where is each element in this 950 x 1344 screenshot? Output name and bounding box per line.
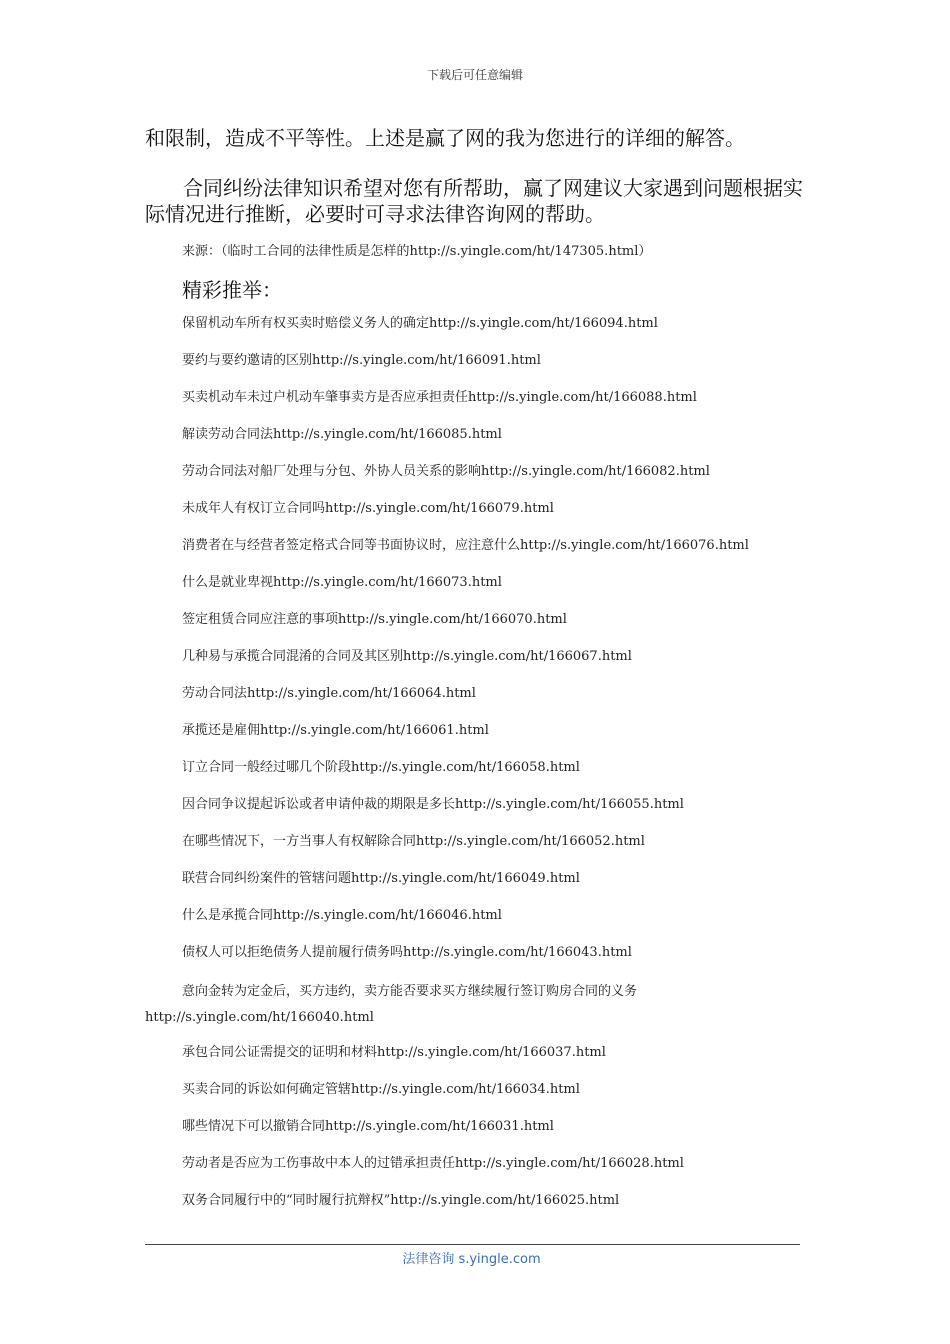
article-link[interactable]: http://s.yingle.com/ht/166076.html: [520, 538, 749, 553]
article-title: 哪些情况下可以撤销合同: [182, 1119, 326, 1134]
article-title: 买卖合同的诉讼如何确定管辖: [182, 1082, 352, 1097]
article-link[interactable]: http://s.yingle.com/ht/166064.html: [247, 686, 476, 701]
article-link[interactable]: http://s.yingle.com/ht/166067.html: [403, 649, 632, 664]
article-link[interactable]: http://s.yingle.com/ht/166037.html: [377, 1045, 606, 1060]
list-item[interactable]: [145, 646, 815, 668]
page-footer[interactable]: 法律咨询 s.yingle.com: [402, 1252, 541, 1267]
article-title: 未成年人有权订立合同吗: [182, 501, 326, 516]
list-item[interactable]: [145, 1190, 815, 1212]
article-title: 承揽还是雇佣: [182, 723, 261, 738]
article-title: 什么是承揽合同: [182, 908, 274, 923]
article-link[interactable]: http://s.yingle.com/ht/166061.html: [260, 723, 489, 738]
list-item[interactable]: [145, 387, 815, 409]
article-link[interactable]: http://s.yingle.com/ht/166088.html: [468, 390, 697, 405]
list-item[interactable]: [145, 424, 815, 446]
article-title: 承包合同公证需提交的证明和材料: [182, 1045, 378, 1060]
article-link[interactable]: http://s.yingle.com/ht/166031.html: [325, 1119, 554, 1134]
article-title: 订立合同一般经过哪几个阶段: [182, 760, 352, 775]
list-item[interactable]: [145, 683, 815, 705]
article-title: 因合同争议提起诉讼或者申请仲裁的期限是多长: [182, 797, 456, 812]
paragraph-conclusion: 和限制，造成不平等性。上述是赢了网的我为您进行的详细的解答。: [145, 126, 745, 150]
list-item[interactable]: [145, 461, 815, 483]
article-link[interactable]: http://s.yingle.com/ht/166052.html: [416, 834, 645, 849]
article-title: 买卖机动车未过户机动车肇事卖方是否应承担责任: [182, 390, 469, 405]
article-title: 解读劳动合同法: [182, 427, 274, 442]
article-title: 劳动合同法: [182, 686, 248, 701]
article-title: 意向金转为定金后，买方违约，卖方能否要求买方继续履行签订购房合同的义务: [182, 984, 638, 999]
list-item[interactable]: [145, 1153, 815, 1175]
article-title: 什么是就业卑视: [182, 575, 274, 590]
article-title: 劳动者是否应为工伤事故中本人的过错承担责任: [182, 1156, 456, 1171]
list-item[interactable]: [145, 1042, 815, 1064]
article-link[interactable]: http://s.yingle.com/ht/166028.html: [455, 1156, 684, 1171]
list-item[interactable]: [145, 757, 815, 779]
article-title: 联营合同纠纷案件的管辖问题: [182, 871, 352, 886]
article-title: 要约与要约邀请的区别: [182, 353, 313, 368]
article-title: 消费者在与经营者签定格式合同等书面协议时，应注意什么: [182, 538, 521, 553]
list-item[interactable]: [145, 720, 815, 742]
recommendations-heading: 精彩推举：: [182, 278, 282, 302]
list-item[interactable]: [145, 535, 815, 557]
article-link[interactable]: http://s.yingle.com/ht/166073.html: [273, 575, 502, 590]
list-item[interactable]: [145, 498, 815, 520]
article-link[interactable]: http://s.yingle.com/ht/166043.html: [403, 945, 632, 960]
article-link[interactable]: http://s.yingle.com/ht/166085.html: [273, 427, 502, 442]
page-header: 下载后可任意编辑: [426, 68, 523, 82]
recommendations-list: [145, 313, 815, 1227]
list-item[interactable]: [145, 350, 815, 372]
article-link[interactable]: http://s.yingle.com/ht/166082.html: [481, 464, 710, 479]
article-link[interactable]: http://s.yingle.com/ht/166025.html: [390, 1193, 620, 1208]
article-link[interactable]: http://s.yingle.com/ht/166070.html: [338, 612, 567, 627]
list-item[interactable]: [145, 794, 815, 816]
article-link[interactable]: http://s.yingle.com/ht/166058.html: [351, 760, 580, 775]
article-title: 几种易与承揽合同混淆的合同及其区别: [182, 649, 404, 664]
article-link[interactable]: http://s.yingle.com/ht/166055.html: [455, 797, 684, 812]
list-item[interactable]: [145, 831, 815, 853]
paragraph-advice: 合同纠纷法律知识希望对您有所帮助，赢了网建议大家遇到问题根据实际情况进行推断，必要时可寻求法律咨询网的帮助。: [145, 176, 803, 226]
article-link[interactable]: http://s.yingle.com/ht/166046.html: [273, 908, 502, 923]
article-title: 双务合同履行中的“同时履行抗辩权”: [182, 1193, 391, 1208]
article-title: 在哪些情况下，一方当事人有权解除合同: [182, 834, 417, 849]
source-line: 来源：（临时工合同的法律性质是怎样的http://s.yingle.com/ht/147305.html）: [182, 244, 652, 259]
article-link[interactable]: http://s.yingle.com/ht/166049.html: [351, 871, 580, 886]
article-link[interactable]: http://s.yingle.com/ht/166079.html: [325, 501, 554, 516]
article-title: 签定租赁合同应注意的事项: [182, 612, 339, 627]
article-title: 保留机动车所有权买卖时赔偿义务人的确定: [182, 316, 430, 331]
article-link[interactable]: http://s.yingle.com/ht/166034.html: [351, 1082, 580, 1097]
list-item[interactable]: [145, 1116, 815, 1138]
article-link[interactable]: http://s.yingle.com/ht/166094.html: [429, 316, 658, 331]
article-link[interactable]: http://s.yingle.com/ht/166040.html: [145, 1010, 374, 1025]
list-item[interactable]: [145, 868, 815, 890]
list-item[interactable]: [145, 979, 815, 1031]
list-item[interactable]: [145, 1079, 815, 1101]
list-item[interactable]: [145, 572, 815, 594]
list-item[interactable]: [145, 313, 815, 335]
list-item[interactable]: [145, 609, 815, 631]
article-title: 劳动合同法对船厂处理与分包、外协人员关系的影响: [182, 464, 482, 479]
article-link[interactable]: http://s.yingle.com/ht/166091.html: [312, 353, 541, 368]
footer-divider: [145, 1244, 800, 1245]
list-item[interactable]: [145, 905, 815, 927]
list-item[interactable]: [145, 942, 815, 964]
article-title: 债权人可以拒绝债务人提前履行债务吗: [182, 945, 404, 960]
